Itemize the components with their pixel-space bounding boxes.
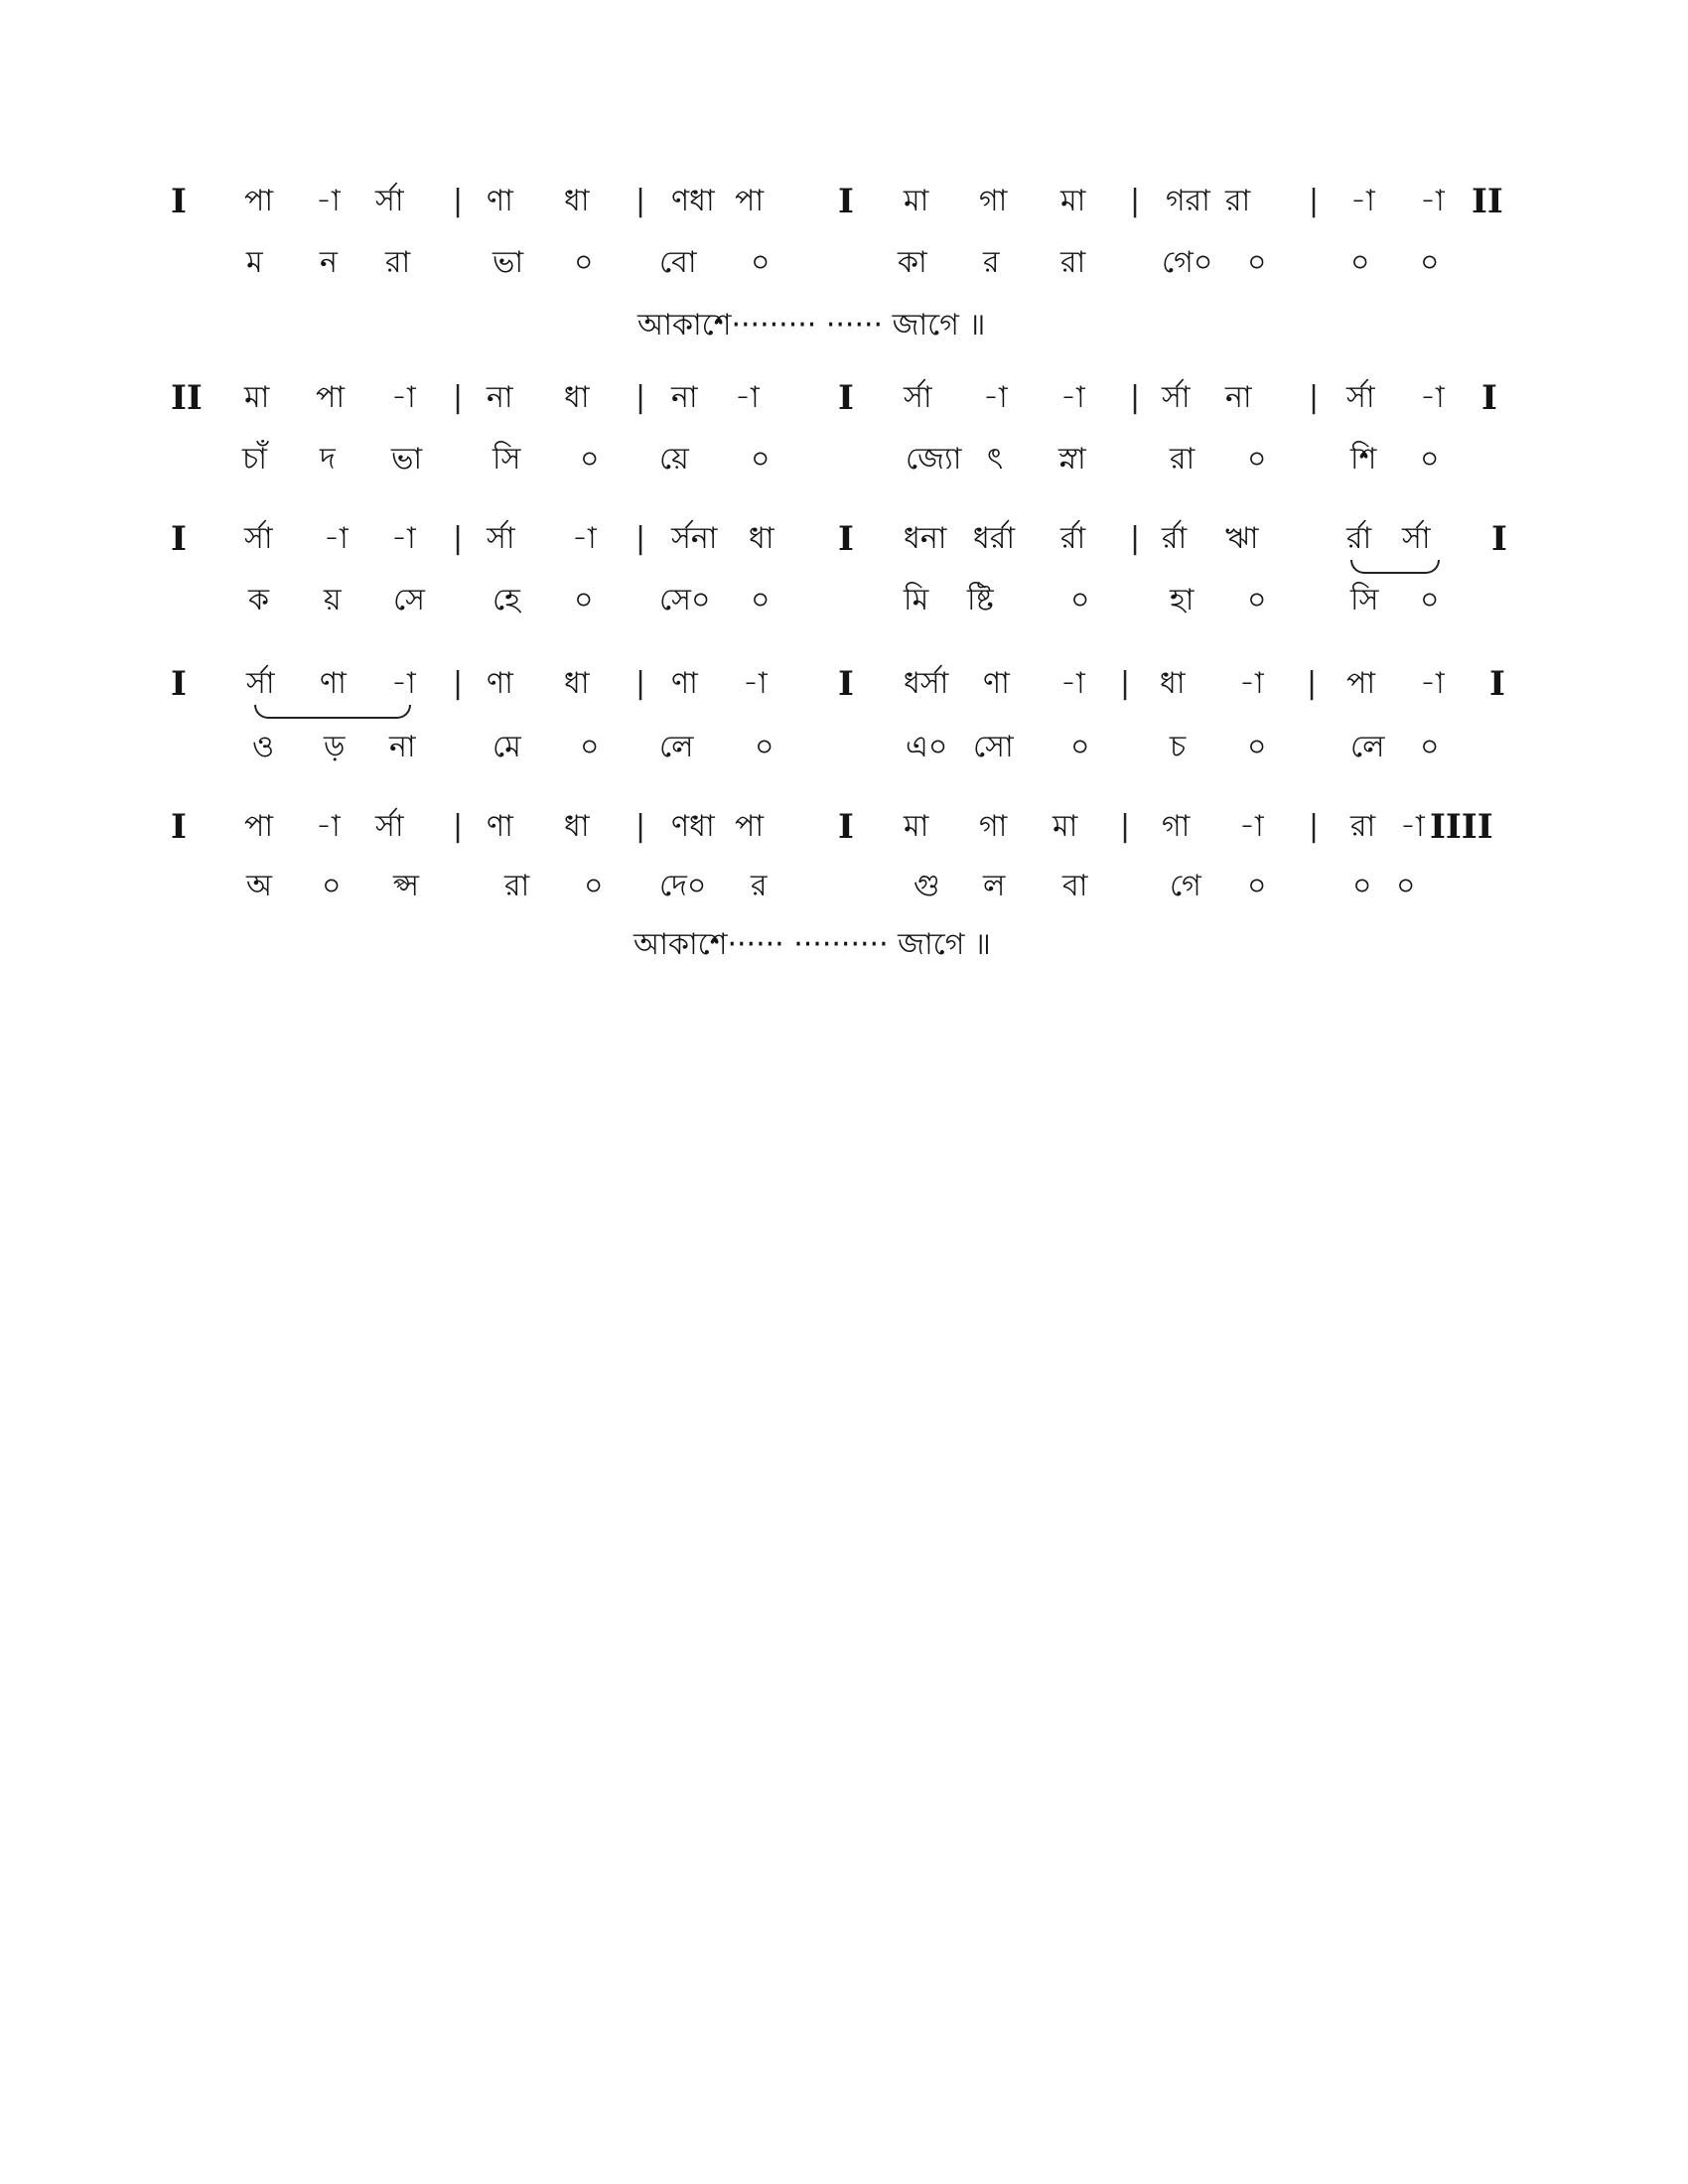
lyric-line-1: [0, 238, 1688, 288]
swara-note: র্সা: [904, 380, 932, 415]
section-marker: II: [171, 378, 203, 418]
swara-note: পা: [316, 380, 346, 415]
lyric-syllable: প্স: [393, 869, 419, 903]
swara-note: গা: [979, 809, 1008, 844]
swara-note: গা: [979, 184, 1008, 218]
swara-note: -া: [1400, 809, 1425, 844]
swara-note: রা: [1225, 184, 1251, 218]
swara-note: পা: [735, 809, 765, 844]
lyric-syllable: ০: [574, 583, 594, 617]
lyric-syllable: ভা: [492, 245, 524, 280]
beat-bar: |: [453, 380, 464, 415]
swara-note: ধা: [564, 666, 590, 701]
lyric-line-5: [0, 862, 1688, 911]
swara-note: ধনা: [904, 521, 947, 556]
lyric-syllable: শি: [1350, 442, 1377, 477]
swara-note: র্রা: [1346, 521, 1372, 556]
swara-note: ধর্সা: [904, 666, 949, 701]
swara-note: -া: [391, 380, 416, 415]
lyric-syllable: ন: [320, 245, 338, 280]
section-marker: I: [838, 807, 854, 847]
swara-note: ঋা: [1225, 521, 1259, 556]
swara-note: -া: [316, 184, 341, 218]
swara-note: মা: [1060, 184, 1086, 218]
slur-mark: [1350, 560, 1440, 574]
swara-note: গরা: [1166, 184, 1210, 218]
lyric-syllable: ০: [751, 245, 771, 280]
section-marker: I: [838, 378, 854, 418]
swara-note: রা: [1350, 809, 1376, 844]
lyric-syllable: দ: [320, 442, 336, 477]
swara-line-5: [0, 802, 1688, 852]
swara-note: ধা: [564, 380, 590, 415]
swara-note: র্সনা: [671, 521, 718, 556]
lyric-syllable: জ্যো: [906, 442, 962, 477]
lyric-syllable: ০: [1420, 442, 1440, 477]
swara-note: -া: [1420, 666, 1445, 701]
section-marker: I: [171, 182, 187, 221]
lyric-syllable: য়: [324, 583, 342, 617]
swara-note: পা: [735, 184, 765, 218]
swara-note: ণা: [487, 809, 513, 844]
swara-note: -া: [1350, 184, 1375, 218]
lyric-syllable: কা: [898, 245, 927, 280]
lyric-syllable: ০: [584, 869, 604, 903]
lyric-syllable: ০: [1420, 245, 1440, 280]
swara-note: র্সা: [246, 666, 275, 701]
section-marker: I: [1481, 378, 1497, 418]
beat-bar: |: [635, 380, 646, 415]
section-marker: IIII: [1430, 807, 1493, 847]
swara-note: পা: [244, 184, 274, 218]
swara-line-4: [0, 659, 1688, 709]
lyric-syllable: ভা: [391, 442, 423, 477]
swara-note: -া: [391, 521, 416, 556]
beat-bar: |: [635, 184, 646, 218]
lyric-syllable: ০: [751, 442, 771, 477]
swara-note: -া: [1239, 809, 1264, 844]
lyric-syllable: ০: [1247, 869, 1267, 903]
beat-bar: |: [635, 809, 646, 844]
swara-note: ধা: [749, 521, 774, 556]
lyric-syllable: ও: [252, 730, 275, 764]
swara-line-1: [0, 177, 1688, 226]
lyric-syllable: ০: [1070, 583, 1090, 617]
lyric-syllable: ০: [755, 730, 774, 764]
lyric-syllable: ০: [1247, 245, 1267, 280]
swara-note: র্রা: [1060, 521, 1086, 556]
lyric-syllable: য়ে: [659, 442, 689, 477]
swara-note: মা: [244, 380, 270, 415]
swara-note: -া: [735, 380, 760, 415]
swara-note: ধা: [1160, 666, 1186, 701]
beat-bar: |: [1130, 521, 1141, 556]
section-marker: I: [838, 182, 854, 221]
lyric-syllable: এ০: [906, 730, 948, 764]
swara-note: র্সা: [244, 521, 273, 556]
beat-bar: |: [453, 809, 464, 844]
swara-note: -া: [1420, 184, 1445, 218]
swara-note: মা: [1053, 809, 1078, 844]
lyric-syllable: ০: [574, 245, 594, 280]
lyric-syllable: বা: [1062, 869, 1088, 903]
lyric-syllable: রা: [385, 245, 411, 280]
swara-line-3: [0, 514, 1688, 564]
refrain-line-1: আকাশে········· ······ জাগে ॥: [637, 308, 986, 342]
lyric-syllable: চাঁ: [242, 442, 267, 477]
lyric-syllable: ০: [1420, 730, 1440, 764]
swara-note: ণধা: [671, 809, 715, 844]
lyric-syllable: ০: [1350, 245, 1370, 280]
swara-note: ধা: [564, 809, 590, 844]
lyric-syllable: র: [983, 245, 1000, 280]
section-marker: II: [1472, 182, 1503, 221]
swara-note: পা: [244, 809, 274, 844]
lyric-syllable: লে: [1350, 730, 1385, 764]
swara-note: না: [487, 380, 513, 415]
swara-note: ণা: [487, 666, 513, 701]
beat-bar: |: [1309, 380, 1320, 415]
swara-note: না: [1225, 380, 1252, 415]
swara-note: র্সা: [1402, 521, 1431, 556]
beat-bar: |: [635, 666, 646, 701]
lyric-syllable: সি: [1350, 583, 1379, 617]
lyric-syllable: গে০: [1162, 245, 1213, 280]
lyric-syllable: ড়: [324, 730, 346, 764]
beat-bar: |: [453, 521, 464, 556]
lyric-syllable: ০: [322, 869, 342, 903]
lyric-syllable: না: [389, 730, 416, 764]
beat-bar: |: [453, 666, 464, 701]
swara-note: র্সা: [375, 184, 404, 218]
lyric-line-3: [0, 576, 1688, 625]
lyric-syllable: হা: [1170, 583, 1195, 617]
beat-bar: |: [635, 521, 646, 556]
swara-note: র্সা: [375, 809, 404, 844]
beat-bar: |: [1120, 666, 1131, 701]
lyric-syllable: ক: [248, 583, 269, 617]
swara-note: -া: [983, 380, 1008, 415]
swara-note: র্সা: [1346, 380, 1375, 415]
lyric-syllable: সে০: [659, 583, 711, 617]
lyric-syllable: ০: [580, 730, 600, 764]
beat-bar: |: [1120, 809, 1131, 844]
swara-note: ণা: [320, 666, 347, 701]
swara-note: ধর্রা: [973, 521, 1016, 556]
lyric-syllable: রা: [504, 869, 530, 903]
slur-mark: [254, 705, 411, 719]
lyric-syllable: অ: [246, 869, 272, 903]
lyric-syllable: হে: [492, 583, 520, 617]
lyric-syllable: ল: [983, 869, 1006, 903]
swara-note: র্রা: [1162, 521, 1188, 556]
lyric-line-2: [0, 435, 1688, 484]
swara-note: -া: [1060, 666, 1085, 701]
section-marker: I: [1489, 664, 1505, 704]
swara-note: -া: [743, 666, 768, 701]
swara-note: ণা: [487, 184, 513, 218]
swara-note: গা: [1162, 809, 1191, 844]
lyric-syllable: মে: [492, 730, 521, 764]
section-marker: I: [838, 519, 854, 559]
lyric-syllable: বো: [659, 245, 697, 280]
swara-note: ণা: [671, 666, 698, 701]
swara-note: পা: [1346, 666, 1376, 701]
lyric-syllable: মি: [904, 583, 929, 617]
beat-bar: |: [1130, 184, 1141, 218]
beat-bar: |: [1307, 666, 1318, 701]
lyric-syllable: চ: [1170, 730, 1187, 764]
swara-note: ণা: [983, 666, 1010, 701]
section-marker: I: [171, 664, 187, 704]
swara-note: ণধা: [671, 184, 715, 218]
lyric-syllable: ০: [1247, 730, 1267, 764]
beat-bar: |: [453, 184, 464, 218]
lyric-syllable: ০: [1247, 583, 1267, 617]
swara-note: -া: [391, 666, 416, 701]
swara-note: -া: [324, 521, 349, 556]
swara-note: মা: [904, 184, 929, 218]
swara-note: র্সা: [487, 521, 515, 556]
lyric-syllable: ০: [580, 442, 600, 477]
lyric-syllable: দে০: [659, 869, 707, 903]
lyric-syllable: রা: [1170, 442, 1196, 477]
swara-note: -া: [316, 809, 341, 844]
lyric-syllable: ০: [1070, 730, 1090, 764]
lyric-syllable: ০: [1352, 869, 1372, 903]
swara-note: না: [671, 380, 698, 415]
lyric-syllable: সি: [492, 442, 521, 477]
swara-line-2: [0, 373, 1688, 423]
lyric-syllable: ষ্টি: [967, 583, 994, 617]
swara-note: মা: [904, 809, 929, 844]
swara-note: -া: [1060, 380, 1085, 415]
swara-note: -া: [1239, 666, 1264, 701]
section-marker: I: [171, 807, 187, 847]
lyric-syllable: সো: [973, 730, 1014, 764]
swara-note: ধা: [564, 184, 590, 218]
section-marker: I: [1491, 519, 1507, 559]
lyric-syllable: ০: [1247, 442, 1267, 477]
swara-note: -া: [572, 521, 597, 556]
lyric-syllable: সে: [393, 583, 425, 617]
lyric-syllable: ম: [246, 245, 263, 280]
section-marker: I: [838, 664, 854, 704]
lyric-syllable: গু: [914, 869, 940, 903]
section-marker: I: [171, 519, 187, 559]
lyric-syllable: রা: [1060, 245, 1086, 280]
swara-note: -া: [1420, 380, 1445, 415]
lyric-syllable: র: [751, 869, 768, 903]
lyric-syllable: গে: [1170, 869, 1201, 903]
beat-bar: |: [1309, 809, 1320, 844]
swara-note: র্সা: [1162, 380, 1191, 415]
beat-bar: |: [1309, 184, 1320, 218]
lyric-syllable: লে: [659, 730, 694, 764]
lyric-syllable: ০: [751, 583, 771, 617]
lyric-line-4: [0, 723, 1688, 772]
lyric-syllable: ০: [1420, 583, 1440, 617]
lyric-syllable: ৎ: [987, 442, 1004, 477]
beat-bar: |: [1130, 380, 1141, 415]
refrain-line-2: আকাশে······ ·········· জাগে ॥: [633, 927, 991, 962]
lyric-syllable: স্না: [1058, 442, 1086, 477]
lyric-syllable: ০: [1396, 869, 1416, 903]
